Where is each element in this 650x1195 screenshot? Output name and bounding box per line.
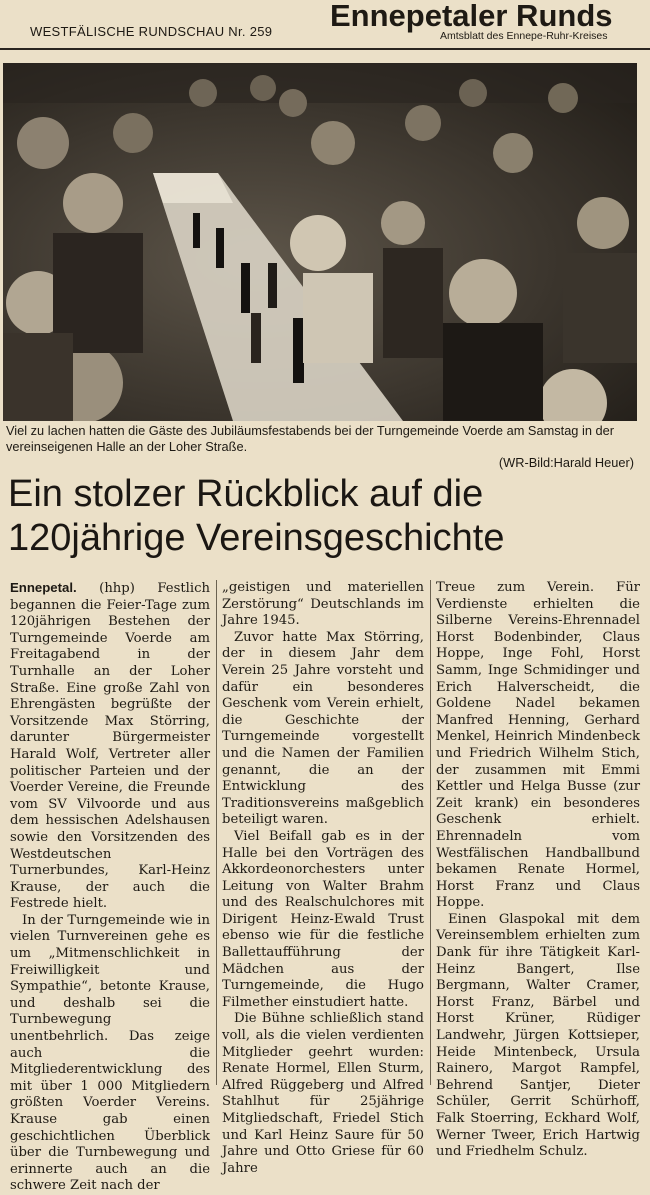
article-column-2 [222,580,424,1177]
crowd-photo-illustration [3,63,637,421]
paragraph: Zuvor hatte Max Störring, der in diesem Jahr dem Verein 25 Jahre vorsteht und dafür ein besonderes Geschenk vom Verein erhielt, die Geschichte der Turngemeinde vorgestellt und die Namen der Familien genannt, die an der Entwicklung des Traditionsvereins maßgeblich beteiligt waren. [222,629,424,828]
paragraph: Treue zum Verein. Für Verdienste erhielten die Silberne Vereins-Ehrennadel Horst Bodenbinder, Claus Hoppe, Inge Fohl, Horst Samm, Inge Schmidinger und Erich Halverscheidt, die Goldene Nadel bekamen Manfred Henning, Gerhard Menkel, Heinrich Mindenbeck und Friedrich Wilhelm Stich, der zusammen mit Emmi Kettler und Helga Busse (zur Zeit krank) ein besonderes Geschenk erhielt. Ehrennadeln vom Westfälischen Handballbund bekamen Renate Hormel, Horst Franz und Claus Hoppe. [436,580,640,911]
article-headline: Ein stolzer Rückblick auf die 120jährige Vereinsgeschichte [8,473,505,559]
paragraph: Viel Beifall gab es in der Halle bei den Vorträgen des Akkordeonorchesters unter Leitung von Walter Brahm und des Realschulchores mit Dirigent Heinz-Ewald Trust ebenso wie für die festliche Ballettaufführung der Mädchen aus der Turngemeinde, die Hugo Filmether einstudiert hatte. [222,828,424,1010]
paragraph-text: (hhp) Festlich begannen die Feier-Tage zum 120jährigen Bestehen der Turngemeinde Voerde am Freitagabend in der Turnhalle an der Loher Straße. Eine große Zahl von Ehrengästen begrüßte der Vorsitzende Max Störring, darunter Bürgermeister Harald Wolf, Vertreter aller politischer Parteien und der Voerder Vereine, die Freunde vom SV Vilvoorde und aus dem hessischen Adelshausen sowie den Vorsitzenden des Westdeutschen Turnerbundes, Karl-Heinz Krause, der auch die Festrede hielt. [10,581,210,912]
paragraph: In der Turngemeinde wie in vielen Turnvereinen gehe es um „Mitmenschlichkeit in Freiwilligkeit und Sympathie“, betonte Krause, und deshalb sei die Turnbewegung unentbehrlich. Das zeige auch die Mitgliederentwicklung des mit über 1 000 Mitgliedern größten Voerder Vereins. Krause gab einen geschichtlichen Überblick über die Turnbewegung und erinnerte auch an die schwere Zeit nach der [10,912,210,1194]
paragraph: „geistigen und materiellen Zerstörung“ Deutschlands im Jahre 1945. [222,580,424,629]
paragraph [10,580,210,913]
article-column-3 [436,580,640,1161]
photo-caption [6,423,634,471]
newspaper-issue-label: WESTFÄLISCHE RUNDSCHAU Nr. 259 [30,24,273,39]
column-divider [216,580,217,1085]
photo-credit: (WR-Bild:Harald Heuer) [498,455,634,470]
dateline: Ennepetal. [10,580,77,595]
paragraph: Einen Glaspokal mit dem Vereinsemblem erhielten zum Dank für ihre Tätigkeit Karl-Heinz Bangert, Ilse Bergmann, Walter Cramer, Horst Franz, Bärbel und Horst Krüner, Rüdiger Landwehr, Jürgen Kottsieper, Heide Mintenbeck, Ursula Rainero, Margot Rampfel, Behrend Santjer, Dieter Schüler, Gerrit Schürhoff, Falk Stoerring, Eckhard Wolf, Werner Tweer, Erich Hartwig und Friedhelm Schulz. [436,911,640,1160]
paragraph: Die Bühne schließlich stand voll, als die vielen verdienten Mitglieder geehrt wurden: Renate Hormel, Ellen Sturm, Alfred Rüggeberg und Alfred Stahlhut für 25jährige Mitgliedschaft, Friedel Stich und Karl Heinz Saure für 50 Jahre und Otto Griese für 60 Jahre [222,1011,424,1176]
event-photo [3,63,637,421]
column-divider [430,580,431,1085]
local-section-subtitle: Amtsblatt des Ennepe-Ruhr-Kreises [440,30,608,42]
masthead [0,0,650,58]
caption-text: Viel zu lachen hatten die Gäste des Jubiläumsfestabends bei der Turngemeinde Voerde am Samstag in der vereinseigenen Halle an der Loher Straße. [6,423,614,454]
masthead-rule [0,48,650,50]
local-section-title: Ennepetaler Runds [330,0,613,33]
